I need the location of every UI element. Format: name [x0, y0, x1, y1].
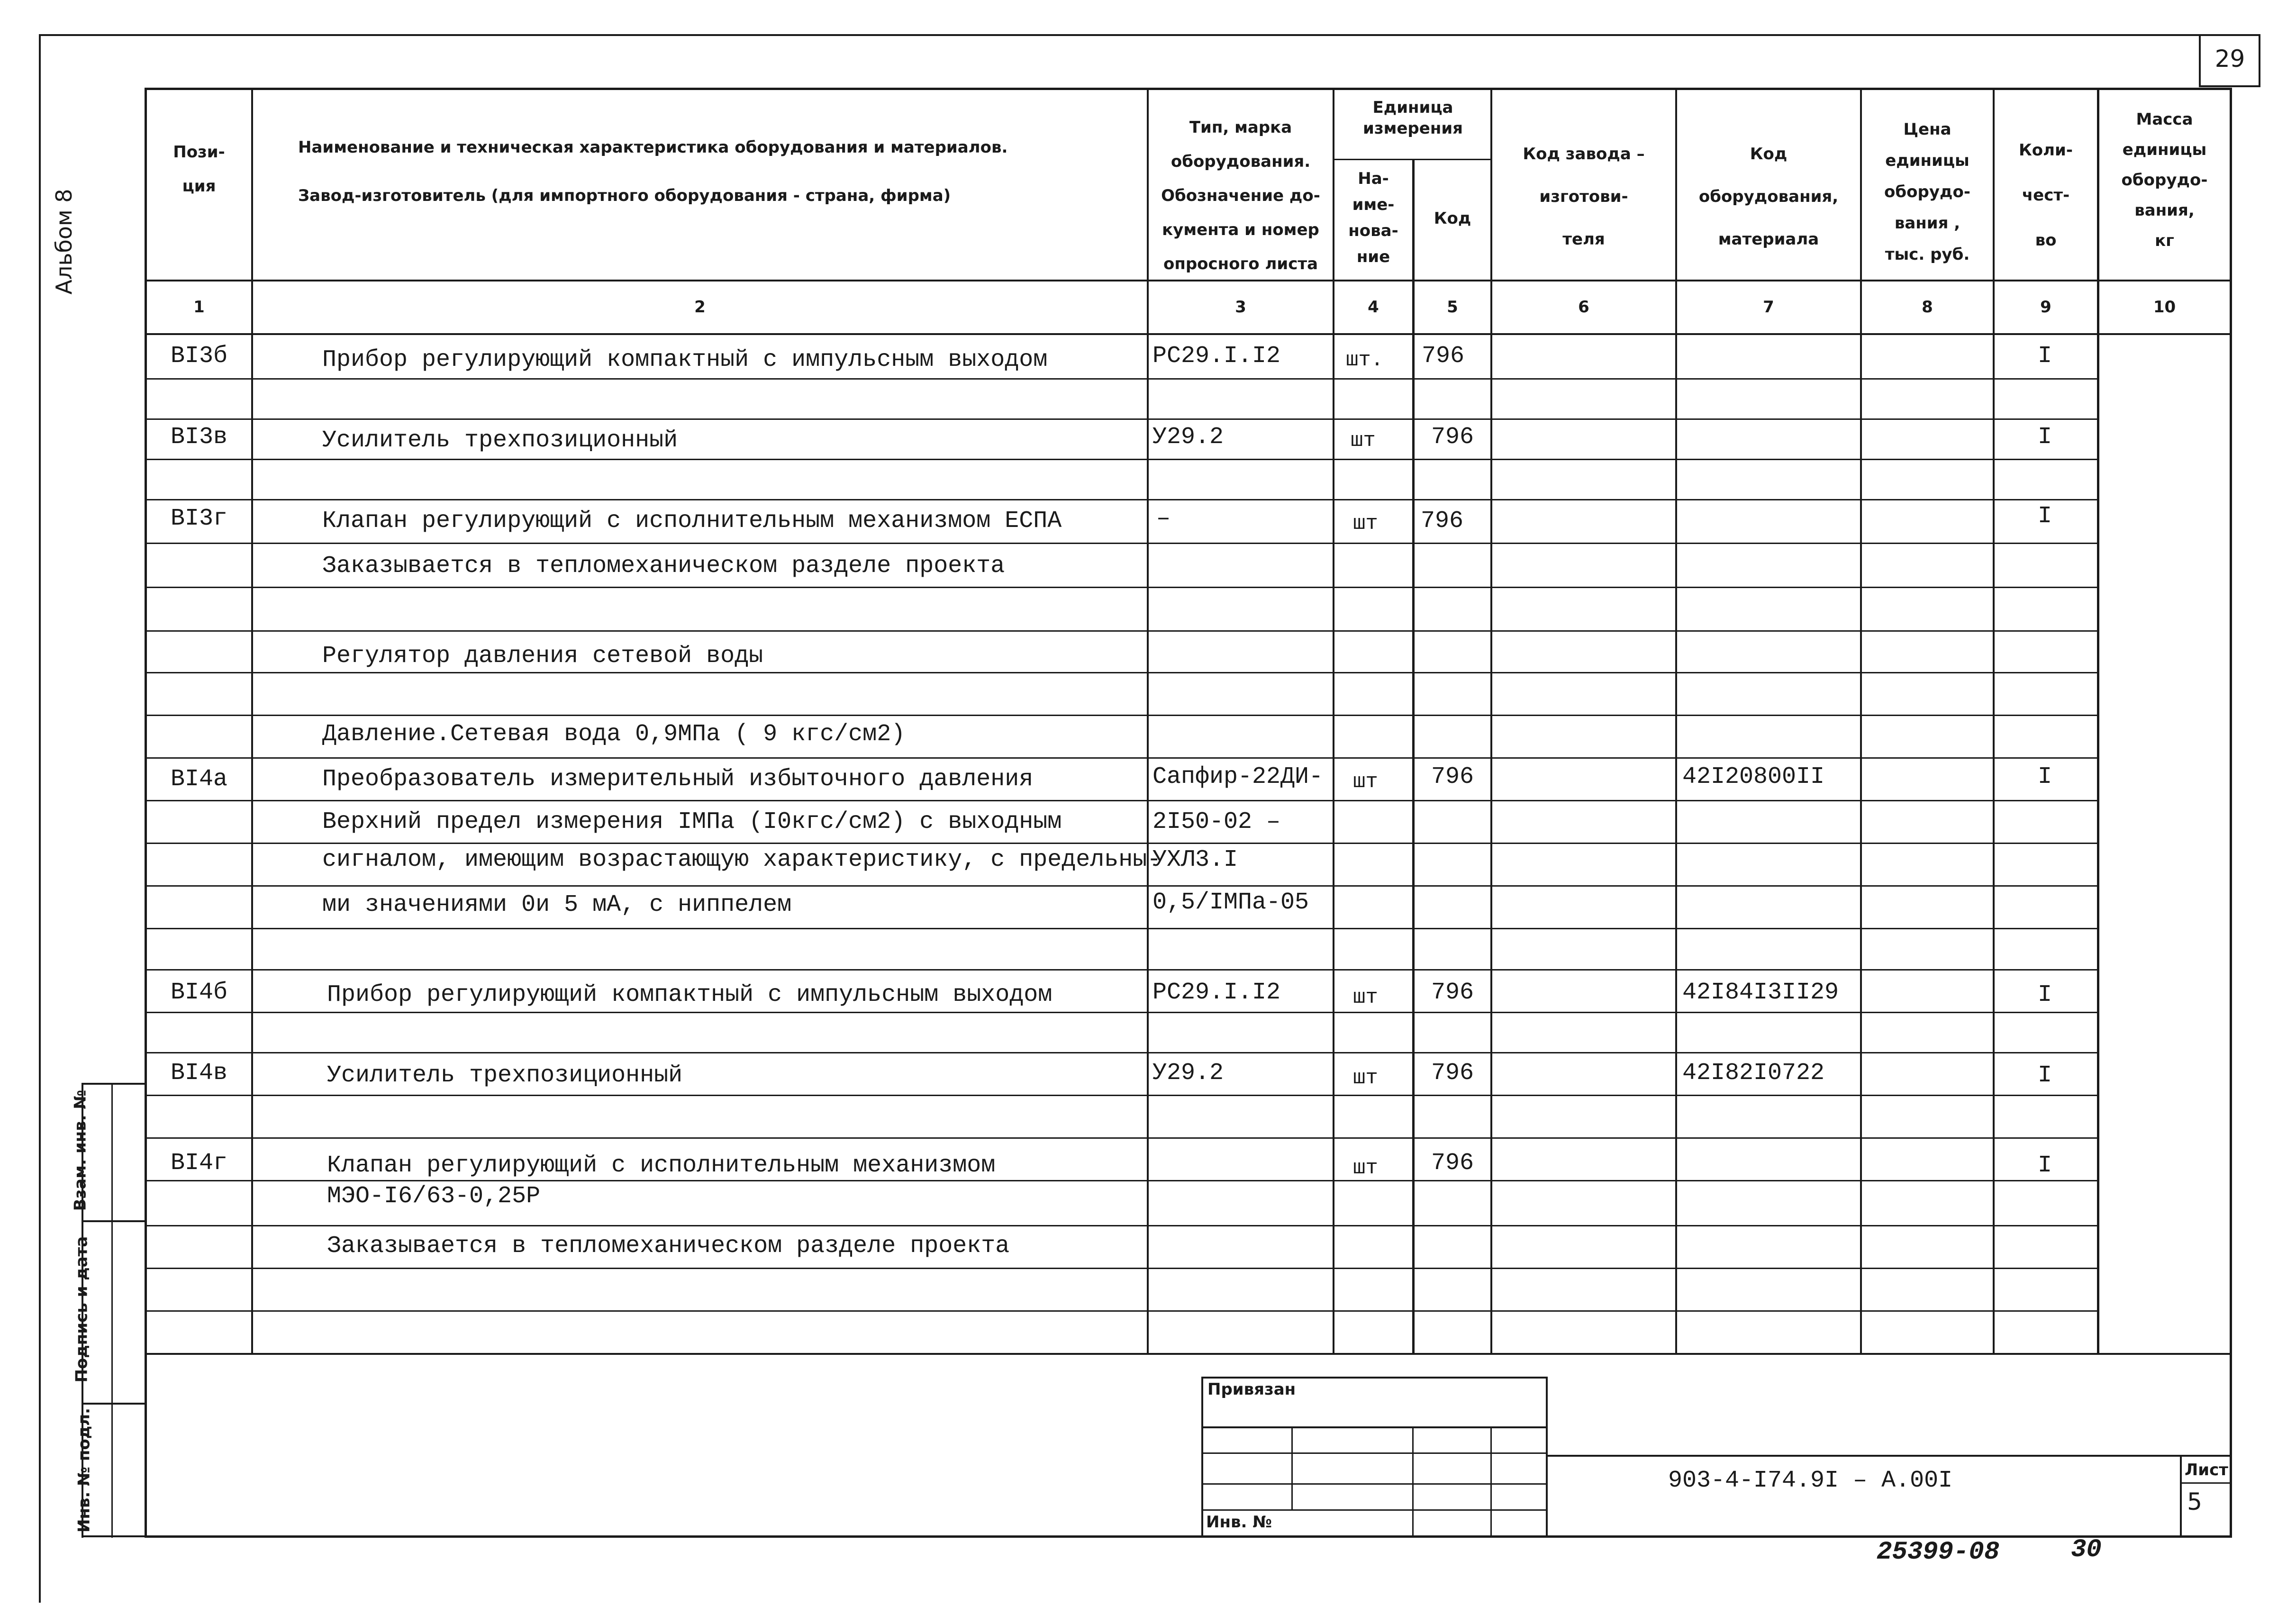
page-box-bottom — [2199, 85, 2260, 87]
cell-code: 796 — [1431, 763, 1474, 790]
side-vzam-inv: Взам. инв. № — [71, 1089, 90, 1211]
cell-quantity: I — [2038, 763, 2052, 790]
stamp-line — [1201, 1483, 1547, 1485]
cell-equip-code: 42I84I3II29 — [1682, 979, 1839, 1006]
cell-quantity: I — [2038, 424, 2052, 451]
footer-page: 30 — [2071, 1535, 2102, 1564]
cell-quantity: I — [2038, 1152, 2052, 1179]
header-price: Цена единицы оборудо- вания , тыс. руб. — [1884, 120, 1970, 264]
cell-position: BI4г — [171, 1150, 228, 1177]
row-line — [145, 672, 2099, 673]
col-line-6 — [1675, 88, 1677, 1354]
stamp-line — [1201, 1377, 1547, 1379]
column-number: 10 — [2153, 298, 2176, 317]
header-unit-name: На- име- нова- ние — [1348, 169, 1398, 266]
cell-equip-code: 42I20800II — [1682, 763, 1825, 790]
cell-type: 2I50-02 – — [1153, 808, 1281, 835]
row-line — [145, 1095, 2099, 1096]
side-signature-date: Подпись и дата — [72, 1236, 91, 1383]
colnum-bottom — [145, 333, 2232, 335]
cell-position: BI4а — [171, 766, 228, 793]
row-line — [145, 715, 2099, 716]
header-mass: Масса единицы оборудо- вания, кг — [2121, 110, 2208, 250]
cell-position: BI3б — [171, 343, 228, 370]
header-quantity: Коли- чест- во — [2019, 141, 2073, 250]
row-line — [145, 418, 2099, 420]
row-line — [145, 843, 2099, 844]
cell-name: Клапан регулирующий с исполнительным механизмом ЕСПА — [322, 508, 1062, 535]
stamp-line — [1546, 1377, 1548, 1538]
cell-type: РС29.I.I2 — [1153, 343, 1281, 370]
list-box-left — [2180, 1455, 2182, 1538]
list-label: Лист — [2185, 1461, 2228, 1479]
column-number: 5 — [1447, 298, 1458, 317]
side-strip-bottom — [82, 1535, 145, 1537]
column-number: 1 — [193, 298, 205, 317]
col-line-8 — [1993, 88, 1995, 1354]
cell-code: 796 — [1431, 979, 1474, 1006]
stamp-line — [1201, 1509, 1547, 1511]
cell-type: Сапфир-22ДИ- — [1153, 763, 1324, 790]
row-line — [145, 885, 2099, 887]
table-top — [145, 88, 2232, 90]
cell-type: У29.2 — [1153, 1060, 1224, 1087]
cell-type: – — [1156, 505, 1171, 532]
row-line — [145, 459, 2099, 460]
row-line — [145, 969, 2099, 971]
table-right — [2230, 88, 2232, 1538]
row-line — [145, 587, 2099, 588]
cell-code: 796 — [1421, 508, 1464, 535]
stamp-line — [1201, 1426, 1547, 1428]
column-number: 9 — [2040, 298, 2051, 317]
row-line — [145, 1225, 2099, 1226]
cell-code: 796 — [1431, 1060, 1474, 1087]
cell-code: 796 — [1431, 424, 1474, 451]
column-number: 7 — [1763, 298, 1774, 317]
cell-unit: шт — [1353, 770, 1378, 794]
header-equip-code: Код оборудования, материала — [1698, 145, 1839, 249]
header-factory-code: Код завода – изготови- теля — [1523, 145, 1645, 249]
cell-position: BI3в — [171, 424, 228, 451]
cell-unit: шт — [1353, 1066, 1378, 1090]
row-line — [145, 800, 2099, 801]
cell-code: 796 — [1422, 343, 1465, 370]
cell-name: Регулятор давления сетевой воды — [322, 643, 763, 670]
cell-quantity: I — [2038, 1062, 2052, 1089]
frame-right — [2259, 34, 2260, 86]
page-number: 29 — [2214, 45, 2245, 73]
cell-name: Усилитель трехпозиционный — [322, 427, 678, 454]
row-line — [145, 630, 2099, 632]
list-box-mid — [2180, 1482, 2232, 1484]
row-line — [145, 1310, 2099, 1312]
cell-name: Прибор регулирующий компактный с импульсным выходом — [322, 346, 1048, 373]
col-line-9 — [2097, 88, 2099, 1354]
list-value: 5 — [2187, 1488, 2202, 1515]
column-number: 6 — [1578, 298, 1589, 317]
row-line — [145, 1268, 2099, 1269]
cell-type: РС29.I.I2 — [1153, 979, 1281, 1006]
cell-type: 0,5/IМПа-05 — [1153, 889, 1309, 916]
column-number: 2 — [694, 298, 706, 317]
page-box-left — [2199, 34, 2201, 86]
cell-name: Усилитель трехпозиционный — [327, 1062, 683, 1089]
cell-name: Преобразователь измерительный избыточного давления — [322, 766, 1034, 793]
column-number: 4 — [1368, 298, 1379, 317]
stamp-line — [1412, 1426, 1414, 1538]
cell-unit: шт — [1353, 512, 1378, 535]
header-name: Наименование и техническая характеристика оборудования и материалов. Завод-изготовитель (для импортного оборудования - страна, фирма) — [298, 138, 1008, 205]
stamp-line — [1490, 1426, 1492, 1538]
row-line — [145, 928, 2099, 929]
cell-position: BI4б — [171, 979, 228, 1006]
side-strip-div — [82, 1220, 145, 1222]
col-line-7 — [1860, 88, 1862, 1354]
side-strip-div — [82, 1403, 145, 1405]
cell-name: Верхний предел измерения IМПа (I0кгс/см2) с выходным — [322, 808, 1062, 835]
row-line — [145, 378, 2099, 380]
column-number: 3 — [1235, 298, 1246, 317]
cell-position: BI3г — [171, 505, 228, 532]
col-line-3 — [1333, 88, 1334, 1354]
row-line — [145, 1012, 2099, 1013]
row-line — [145, 1137, 2099, 1139]
cell-unit: шт — [1353, 1156, 1378, 1180]
cell-name: МЭО-I6/63-0,25Р — [327, 1183, 541, 1210]
side-strip-inner — [111, 1083, 113, 1538]
cell-quantity: I — [2038, 981, 2052, 1008]
header-unit-code: Код — [1434, 209, 1471, 228]
cell-position: BI4в — [171, 1060, 228, 1087]
header-position: Пози- ция — [173, 143, 225, 196]
header-type: Тип, марка оборудования. Обозначение до- кумента и номер опросного листа — [1161, 118, 1320, 273]
cell-unit: шт. — [1346, 348, 1384, 372]
stamp-line — [1201, 1377, 1203, 1538]
row-line — [145, 499, 2099, 500]
cell-name: Давление.Сетевая вода 0,9МПа ( 9 кгс/см2) — [322, 721, 906, 748]
cell-quantity: I — [2038, 503, 2052, 530]
cell-name: сигналом, имеющим возрастающую характеристику, с предельны- — [322, 846, 1162, 873]
frame-left — [39, 34, 41, 1603]
stamp-line — [1291, 1426, 1293, 1509]
frame-top — [39, 34, 2260, 36]
cell-name: Клапан регулирующий с исполнительным механизмом — [327, 1152, 996, 1179]
album-label: Альбом 8 — [51, 189, 77, 295]
cell-type: УХЛ3.I — [1153, 846, 1238, 873]
cell-quantity: I — [2038, 343, 2052, 370]
stamp-privyazan: Привязан — [1207, 1380, 1296, 1399]
stamp-line — [1201, 1452, 1547, 1454]
stamp-inv-no: Инв. № — [1206, 1513, 1272, 1532]
cell-name: Прибор регулирующий компактный с импульсным выходом — [327, 981, 1053, 1008]
cell-unit: шт — [1351, 429, 1376, 453]
col-line-5 — [1490, 88, 1492, 1354]
row-line — [145, 757, 2099, 759]
cell-equip-code: 42I82I0722 — [1682, 1060, 1825, 1087]
footer-number: 25399-08 — [1877, 1538, 2000, 1567]
side-inv-podl: Инв. № подл. — [74, 1407, 94, 1533]
cell-name: Заказывается в тепломеханическом разделе проекта — [322, 553, 1005, 580]
cell-code: 796 — [1431, 1150, 1474, 1177]
col-line-1 — [251, 88, 253, 1354]
column-number: 8 — [1922, 298, 1933, 317]
cell-name: ми значениями 0и 5 мА, с ниппелем — [322, 891, 792, 918]
document-designation: 903-4-I74.9I – А.00I — [1668, 1467, 1953, 1494]
cell-name: Заказывается в тепломеханическом разделе проекта — [327, 1233, 1010, 1260]
row-line — [145, 1180, 2099, 1181]
body-bottom — [145, 1353, 2232, 1355]
cell-unit: шт — [1353, 986, 1378, 1009]
row-line — [145, 1052, 2099, 1053]
col-line-4 — [1412, 159, 1415, 1354]
header-unit-group: Единица измерения — [1363, 98, 1463, 138]
cell-type: У29.2 — [1153, 424, 1224, 451]
stamp-line — [1546, 1455, 2231, 1457]
row-line — [145, 543, 2099, 544]
